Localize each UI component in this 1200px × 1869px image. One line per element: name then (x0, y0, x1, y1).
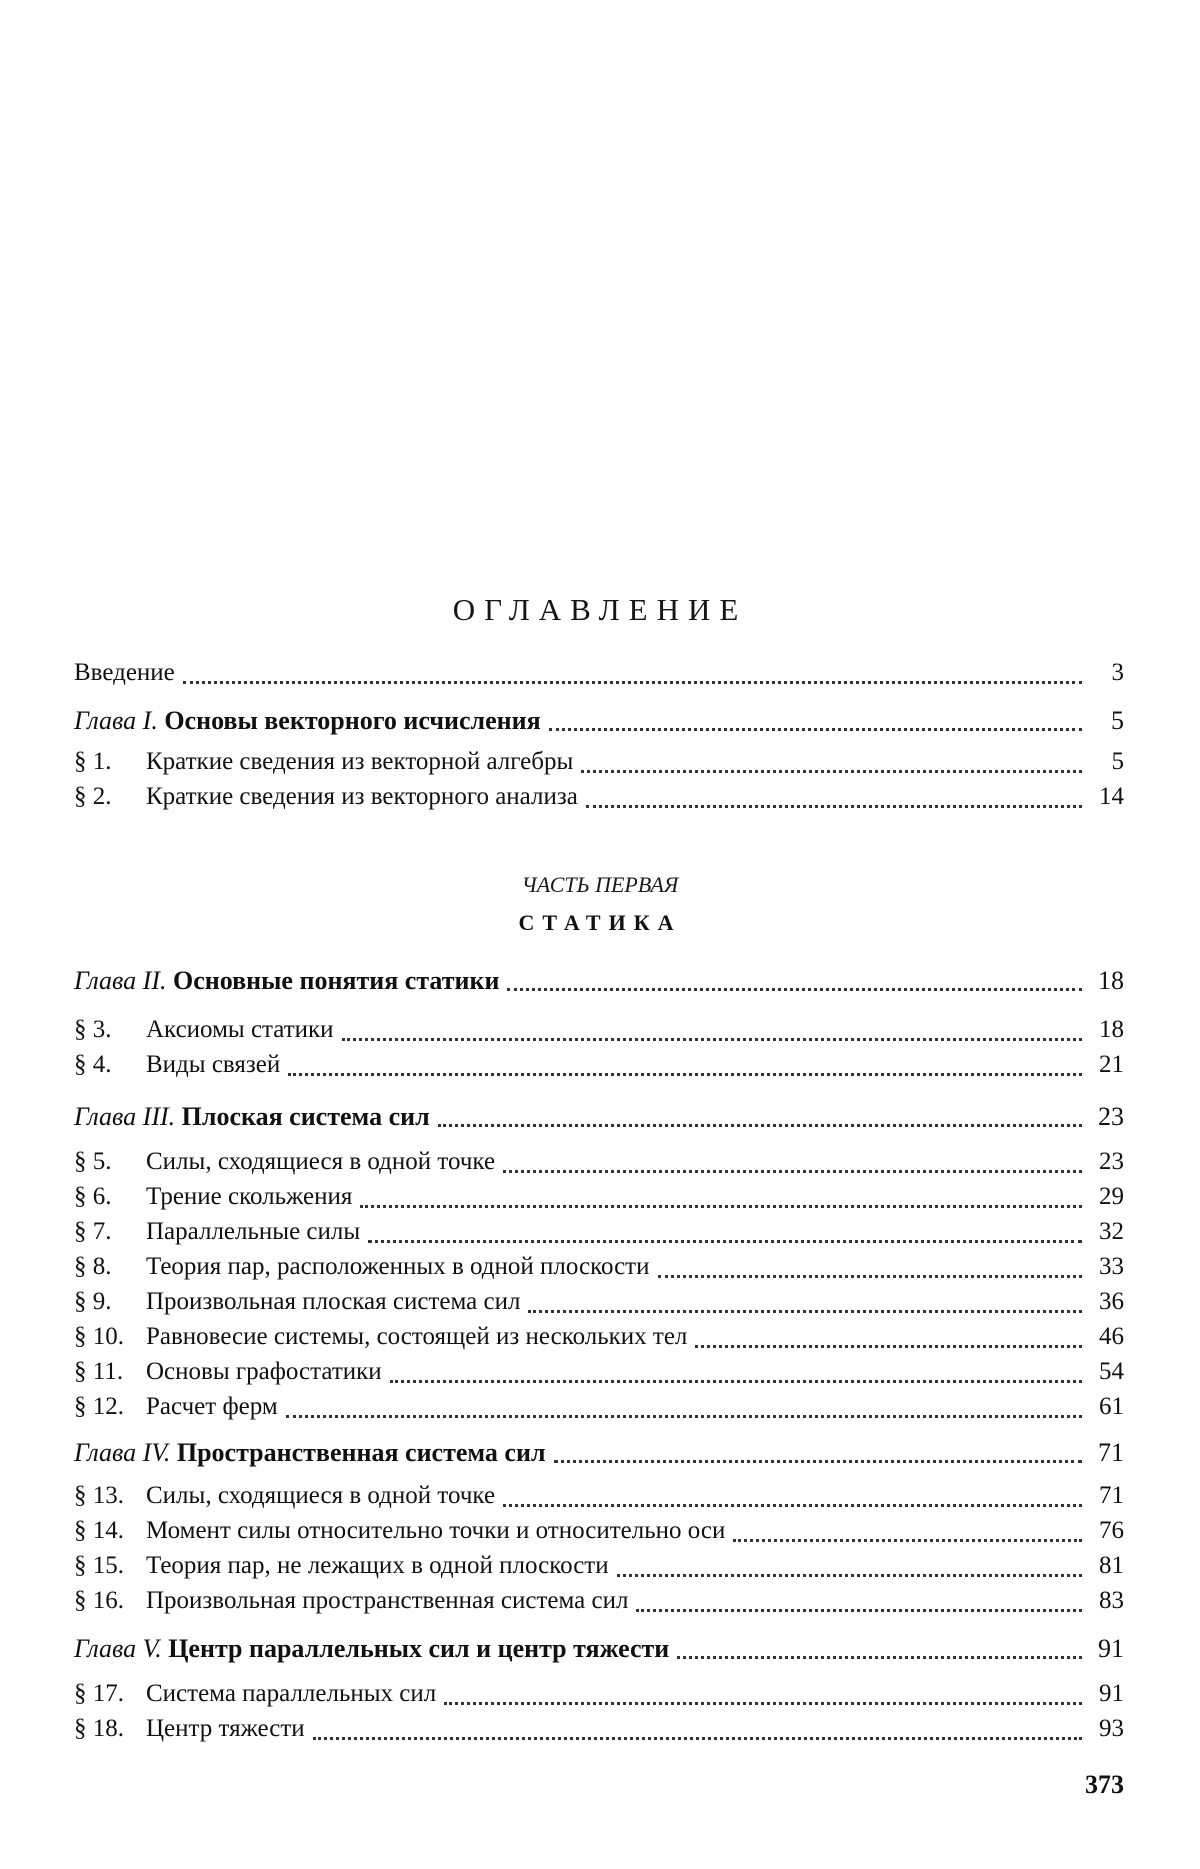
section-page: 14 (1099, 783, 1124, 810)
dot-leader (360, 1205, 1082, 1208)
toc-section-11[interactable] (74, 1358, 1124, 1392)
entry-label: Введение (74, 659, 175, 686)
section-label: Теория пар, не лежащих в одной плоскости (146, 1552, 609, 1579)
toc-section-9[interactable] (74, 1288, 1124, 1322)
chapter-heading (74, 1438, 546, 1468)
section-number: § 6. (74, 1183, 112, 1210)
section-label: Теория пар, расположенных в одной плоскости (146, 1253, 650, 1280)
section-number: § 16. (74, 1587, 124, 1614)
toc-section-13[interactable] (74, 1482, 1124, 1516)
section-label: Виды связей (146, 1051, 281, 1078)
section-label: Центр тяжести (146, 1715, 305, 1742)
toc-section-3[interactable] (74, 1016, 1124, 1050)
toc-section-15[interactable] (74, 1552, 1124, 1586)
dot-leader (677, 1656, 1082, 1659)
chapter-page: 5 (1111, 706, 1124, 735)
chapter-title: Пространственная система сил (176, 1438, 546, 1467)
chapter-heading (74, 706, 541, 736)
chapter-title: Основные понятия статики (173, 966, 500, 995)
section-number: § 8. (74, 1253, 112, 1280)
chapter-prefix: Глава IV. (74, 1438, 171, 1467)
toc-chapter-3[interactable] (74, 1102, 1124, 1136)
toc-entry-intro[interactable] (74, 659, 1124, 693)
dot-leader (733, 1539, 1082, 1542)
chapter-prefix: Глава I. (74, 706, 158, 735)
dot-leader (342, 1038, 1082, 1041)
dot-leader (288, 1073, 1082, 1076)
section-label: Произвольная плоская система сил (146, 1288, 521, 1315)
section-number: § 7. (74, 1218, 112, 1245)
dot-leader (503, 1504, 1082, 1507)
section-number: § 3. (74, 1016, 112, 1043)
section-page: 76 (1099, 1517, 1124, 1544)
toc-section-14[interactable] (74, 1517, 1124, 1551)
dot-leader (368, 1240, 1082, 1243)
chapter-heading (74, 1102, 430, 1132)
section-number: § 11. (74, 1358, 124, 1385)
section-number: § 4. (74, 1051, 112, 1078)
section-page: 29 (1099, 1183, 1124, 1210)
section-page: 61 (1099, 1393, 1124, 1420)
section-number: § 9. (74, 1288, 112, 1315)
toc-section-4[interactable] (74, 1051, 1124, 1085)
dot-leader (617, 1574, 1082, 1577)
section-page: 91 (1099, 1680, 1124, 1707)
section-page: 5 (1111, 748, 1124, 775)
section-page: 21 (1099, 1051, 1124, 1078)
section-label: Основы графостатики (146, 1358, 382, 1385)
section-label: Система параллельных сил (146, 1680, 437, 1707)
section-number: § 12. (74, 1393, 124, 1420)
dot-leader (549, 728, 1082, 731)
chapter-prefix: Глава V. (74, 1634, 162, 1663)
section-number: § 15. (74, 1552, 124, 1579)
page-number: 373 (1085, 1770, 1124, 1799)
section-label: Трение скольжения (146, 1183, 353, 1210)
toc-section-6[interactable] (74, 1183, 1124, 1217)
dot-leader (286, 1415, 1082, 1418)
part-name: СТАТИКА (518, 910, 682, 935)
toc-section-18[interactable] (74, 1715, 1124, 1749)
chapter-prefix: Глава II. (74, 966, 167, 995)
chapter-prefix: Глава III. (74, 1102, 176, 1131)
section-page: 36 (1099, 1288, 1124, 1315)
section-number: § 1. (74, 748, 112, 775)
section-label: Расчет ферм (146, 1393, 278, 1420)
chapter-page: 18 (1098, 966, 1124, 995)
dot-leader (586, 805, 1082, 808)
chapter-title: Плоская система сил (181, 1102, 430, 1131)
toc-section-2[interactable] (74, 783, 1124, 817)
toc-section-17[interactable] (74, 1680, 1124, 1714)
section-page: 83 (1099, 1587, 1124, 1614)
section-number: § 5. (74, 1148, 112, 1175)
chapter-page: 23 (1098, 1102, 1124, 1131)
chapter-title: Основы векторного исчисления (164, 706, 541, 735)
part-label: ЧАСТЬ ПЕРВАЯ (521, 872, 679, 897)
dot-leader (581, 770, 1082, 773)
dot-leader (554, 1460, 1082, 1463)
chapter-heading (74, 1634, 669, 1664)
dot-leader (503, 1170, 1082, 1173)
chapter-page: 91 (1098, 1634, 1124, 1663)
section-page: 18 (1099, 1016, 1124, 1043)
section-page: 81 (1099, 1552, 1124, 1579)
toc-chapter-5[interactable] (74, 1634, 1124, 1668)
dot-leader (658, 1275, 1083, 1278)
dot-leader (313, 1737, 1082, 1740)
toc-section-12[interactable] (74, 1393, 1124, 1427)
toc-section-7[interactable] (74, 1218, 1124, 1252)
section-page: 33 (1099, 1253, 1124, 1280)
toc-chapter-4[interactable] (74, 1438, 1124, 1472)
section-number: § 2. (74, 783, 112, 810)
toc-title: ОГЛАВЛЕНИЕ (452, 592, 748, 627)
toc-section-10[interactable] (74, 1323, 1124, 1357)
toc-section-8[interactable] (74, 1253, 1124, 1287)
chapter-page: 71 (1098, 1438, 1124, 1467)
section-label: Краткие сведения из векторной алгебры (146, 748, 574, 775)
section-label: Произвольная пространственная система сил (146, 1587, 629, 1614)
section-label: Силы, сходящиеся в одной точке (146, 1148, 496, 1175)
section-number: § 14. (74, 1517, 124, 1544)
chapter-heading (74, 966, 499, 996)
toc-section-1[interactable] (74, 748, 1124, 782)
toc-section-16[interactable] (74, 1587, 1124, 1621)
section-page: 23 (1099, 1148, 1124, 1175)
dot-leader (438, 1124, 1082, 1127)
dot-leader (507, 988, 1082, 991)
toc-section-5[interactable] (74, 1148, 1124, 1182)
section-number: § 13. (74, 1482, 124, 1509)
section-page: 46 (1099, 1323, 1124, 1350)
entry-page: 3 (1111, 659, 1124, 686)
dot-leader (390, 1380, 1082, 1383)
section-number: § 10. (74, 1323, 124, 1350)
toc-chapter-2[interactable] (74, 966, 1124, 1000)
dot-leader (528, 1310, 1082, 1313)
dot-leader (636, 1609, 1082, 1612)
section-label: Равновесие системы, состоящей из нескольких тел (146, 1323, 688, 1350)
section-page: 93 (1099, 1715, 1124, 1742)
section-label: Аксиомы статики (146, 1016, 334, 1043)
toc-chapter-1[interactable] (74, 706, 1124, 740)
section-label: Краткие сведения из векторного анализа (146, 783, 578, 810)
section-label: Силы, сходящиеся в одной точке (146, 1482, 496, 1509)
chapter-title: Центр параллельных сил и центр тяжести (168, 1634, 670, 1663)
section-number: § 17. (74, 1680, 124, 1707)
section-page: 54 (1099, 1358, 1124, 1385)
section-page: 71 (1099, 1482, 1124, 1509)
dot-leader (695, 1345, 1082, 1348)
section-label: Момент силы относительно точки и относительно оси (146, 1517, 726, 1544)
section-page: 32 (1099, 1218, 1124, 1245)
section-number: § 18. (74, 1715, 124, 1742)
dot-leader (444, 1702, 1082, 1705)
section-label: Параллельные силы (146, 1218, 361, 1245)
dot-leader (183, 681, 1082, 684)
